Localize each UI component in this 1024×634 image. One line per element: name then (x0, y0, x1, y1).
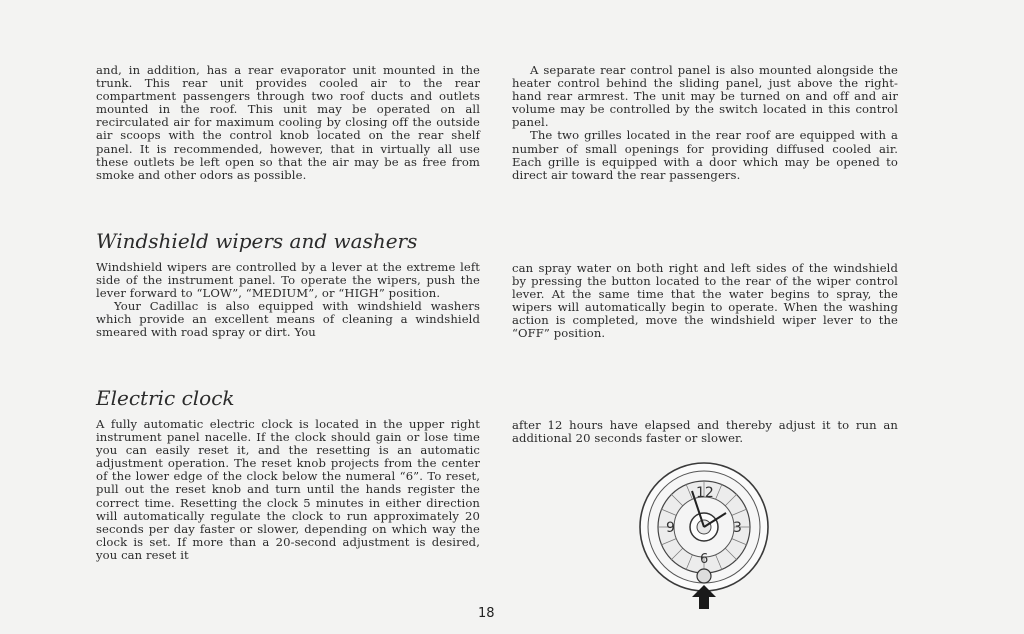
dial-numeral-12: 12 (696, 485, 714, 501)
windshield-heading: Windshield wipers and washers (96, 229, 418, 253)
windshield-right-text (512, 262, 898, 341)
clock-left-text (96, 418, 480, 562)
windshield-left-paragraph-2: Your Cadillac is also equipped with windshield washers which provide an excellent means of cleaning a windshield smeared with road spray or dirt. You (96, 299, 480, 340)
intro-right-text (512, 64, 898, 182)
intro-right-paragraph-2: The two grilles located in the rear roof are equipped with a number of small openings for providing diffused cooled air. Each grille is equipped with a door which may be opened to direct air toward the rear passengers. (512, 128, 898, 182)
clock-right-paragraph: after 12 hours have elapsed and thereby adjust it to run an additional 20 seconds faster or slower. (512, 418, 898, 446)
windshield-left-paragraph-1: Windshield wipers are controlled by a lever at the extreme left side of the instrument panel. To operate the wipers, push the lever forward to “LOW”, “MEDIUM”, or “HIGH” position. (96, 260, 480, 301)
intro-right-paragraph-1: A separate rear control panel is also mounted alongside the heater control behind the sliding panel, just above the right-hand rear armrest. The unit may be turned on and off and air volume may be controlled by the switch located in this control panel. (512, 63, 898, 130)
reset-knob-icon (697, 569, 711, 583)
clock-illustration (634, 459, 774, 611)
clock-heading: Electric clock (96, 386, 235, 410)
page-number: 18 (478, 606, 495, 621)
clock-left-paragraph: A fully automatic electric clock is located in the upper right instrument panel nacelle. If the clock should gain or lose time you can easily reset it, and the resetting is an automatic adjustment operation. The reset knob projects from the center of the lower edge of the clock below the numeral “6”. To reset, pull out the reset knob and turn until the hands register the correct time. Resetting the clock 5 minutes in either direction will automatically regulate the clock to run approximately 20 seconds per day faster or slower, depending on which way the clock is set. If more than a 20-second adjustment is desired, you can reset it (96, 417, 480, 562)
dial-numeral-6: 6 (700, 552, 709, 567)
dial-numeral-9: 9 (666, 520, 675, 536)
intro-left-paragraph: and, in addition, has a rear evaporator unit mounted in the trunk. This rear unit provides cooled air to the rear compartment passengers through two roof ducts and outlets mounted in the roof. This unit may be operated on all recirculated air for maximum cooling by closing off the outside air scoops with the control knob located on the rear shelf panel. It is recommended, however, that in virtually all use these outlets be left open so that the air may be as free from smoke and other odors as possible. (96, 63, 480, 182)
dial-numeral-3: 3 (733, 520, 742, 536)
windshield-right-paragraph: can spray water on both right and left sides of the windshield by pressing the button located to the rear of the wiper control lever. At the same time that the water begins to spray, the wipers will automatically begin to operate. When the washing action is completed, move the windshield wiper lever to the “OFF” position. (512, 261, 898, 341)
windshield-left-text (96, 261, 480, 340)
intro-left-text (96, 64, 480, 182)
clock-right-text (512, 419, 898, 445)
